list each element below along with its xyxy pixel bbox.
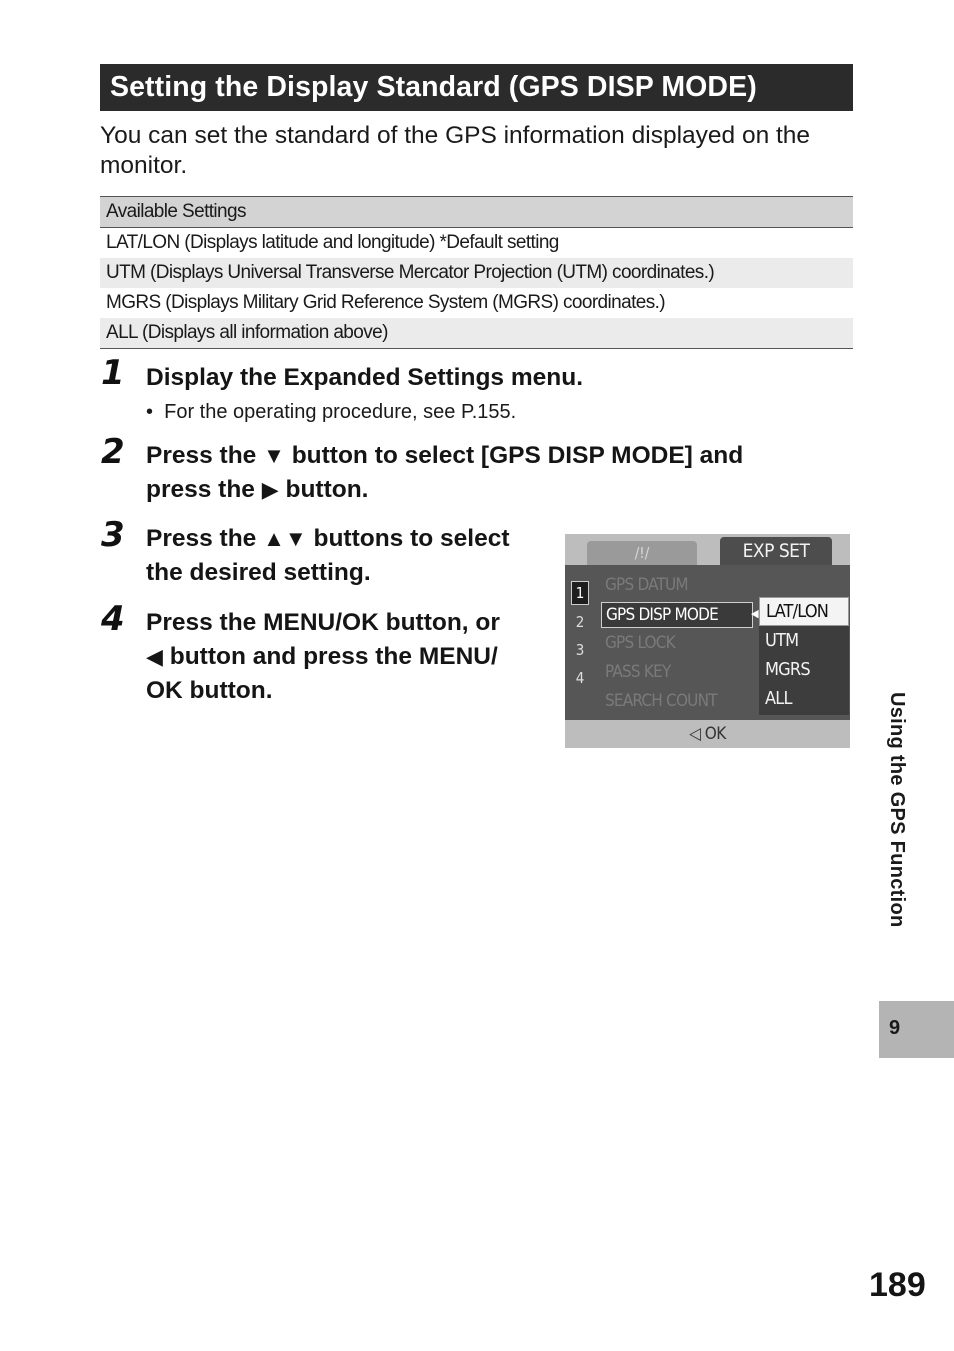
up-down-arrow-icon: ▲▼ (263, 526, 307, 551)
chapter-tab (879, 1001, 954, 1058)
available-settings-table (100, 196, 853, 349)
option-item: ALL (765, 688, 792, 709)
menu-item: GPS LOCK (605, 633, 675, 653)
step-text: Display the Expanded Settings menu. (146, 364, 584, 391)
table-row: ALL (Displays all information above) (100, 318, 853, 349)
page-number-label: 189 (869, 1266, 926, 1304)
chapter-title-text: Using the GPS Function (886, 692, 908, 928)
step-text (146, 439, 743, 507)
table-row: UTM (Displays Universal Transverse Mercator Projection (UTM) coordinates.) (100, 258, 853, 288)
page-number: 3 (575, 641, 585, 659)
camera-screen-illustration (565, 534, 850, 748)
left-arrow-icon: ◀ (146, 644, 163, 669)
step-text-part: the desired setting. (146, 559, 371, 586)
step-text-part: Press the MENU/OK button, or (146, 609, 500, 636)
step-note-text: For the operating procedure, see P.155. (164, 401, 517, 423)
tab-exp-set: EXP SET (720, 537, 832, 565)
step-text-part: button and press the MENU/ (162, 643, 498, 670)
step-text-part: Press the (146, 442, 264, 469)
step-text-part: button to select [GPS DISP MODE] and (284, 442, 744, 469)
down-arrow-icon: ▼ (263, 443, 285, 468)
chapter-side-title (880, 692, 920, 992)
section-heading: Setting the Display Standard (GPS DISP MODE) (100, 64, 853, 111)
step-text-part: press the (146, 476, 262, 503)
step-text-part: OK button. (146, 677, 273, 704)
table-header: Available Settings (100, 197, 853, 228)
menu-item: SEARCH COUNT (605, 691, 717, 711)
table-row: MGRS (Displays Military Grid Reference System (MGRS) coordinates.) (106, 292, 666, 313)
page-number: 4 (575, 669, 585, 687)
option-item: MGRS (765, 659, 810, 680)
table-row: LAT/LON (Displays latitude and longitude) *Default setting (106, 232, 559, 253)
tab-playback: /!/ (587, 541, 697, 565)
step-number: 2 (101, 432, 125, 472)
menu-item: PASS KEY (605, 662, 671, 682)
step-text (146, 606, 500, 708)
right-arrow-icon: ▶ (261, 477, 279, 502)
options-submenu (759, 597, 849, 715)
step-number: 1 (101, 353, 125, 393)
step-note: • For the operating procedure, see P.155. (146, 401, 517, 423)
intro-text: You can set the standard of the GPS information displayed on the monitor. (100, 122, 811, 179)
page-number: 1 (571, 581, 589, 605)
screen-footer: ◁ OK (565, 720, 850, 748)
menu-item: GPS DATUM (605, 575, 688, 595)
chapter-number: 9 (889, 1017, 901, 1039)
step-number: 4 (101, 599, 125, 639)
option-item-selected: LAT/LON (759, 597, 849, 626)
option-item: UTM (765, 630, 799, 651)
step-text (146, 522, 510, 590)
submenu-pointer-icon: ◀ (751, 607, 759, 620)
page-numbers (571, 578, 589, 692)
step-text-part: Press the (146, 525, 264, 552)
menu-item-selected: GPS DISP MODE (601, 602, 753, 628)
page-number: 2 (575, 613, 585, 631)
step-text-part: buttons to select (306, 525, 510, 552)
step-number: 3 (101, 515, 125, 555)
step-text-part: button. (278, 476, 369, 503)
